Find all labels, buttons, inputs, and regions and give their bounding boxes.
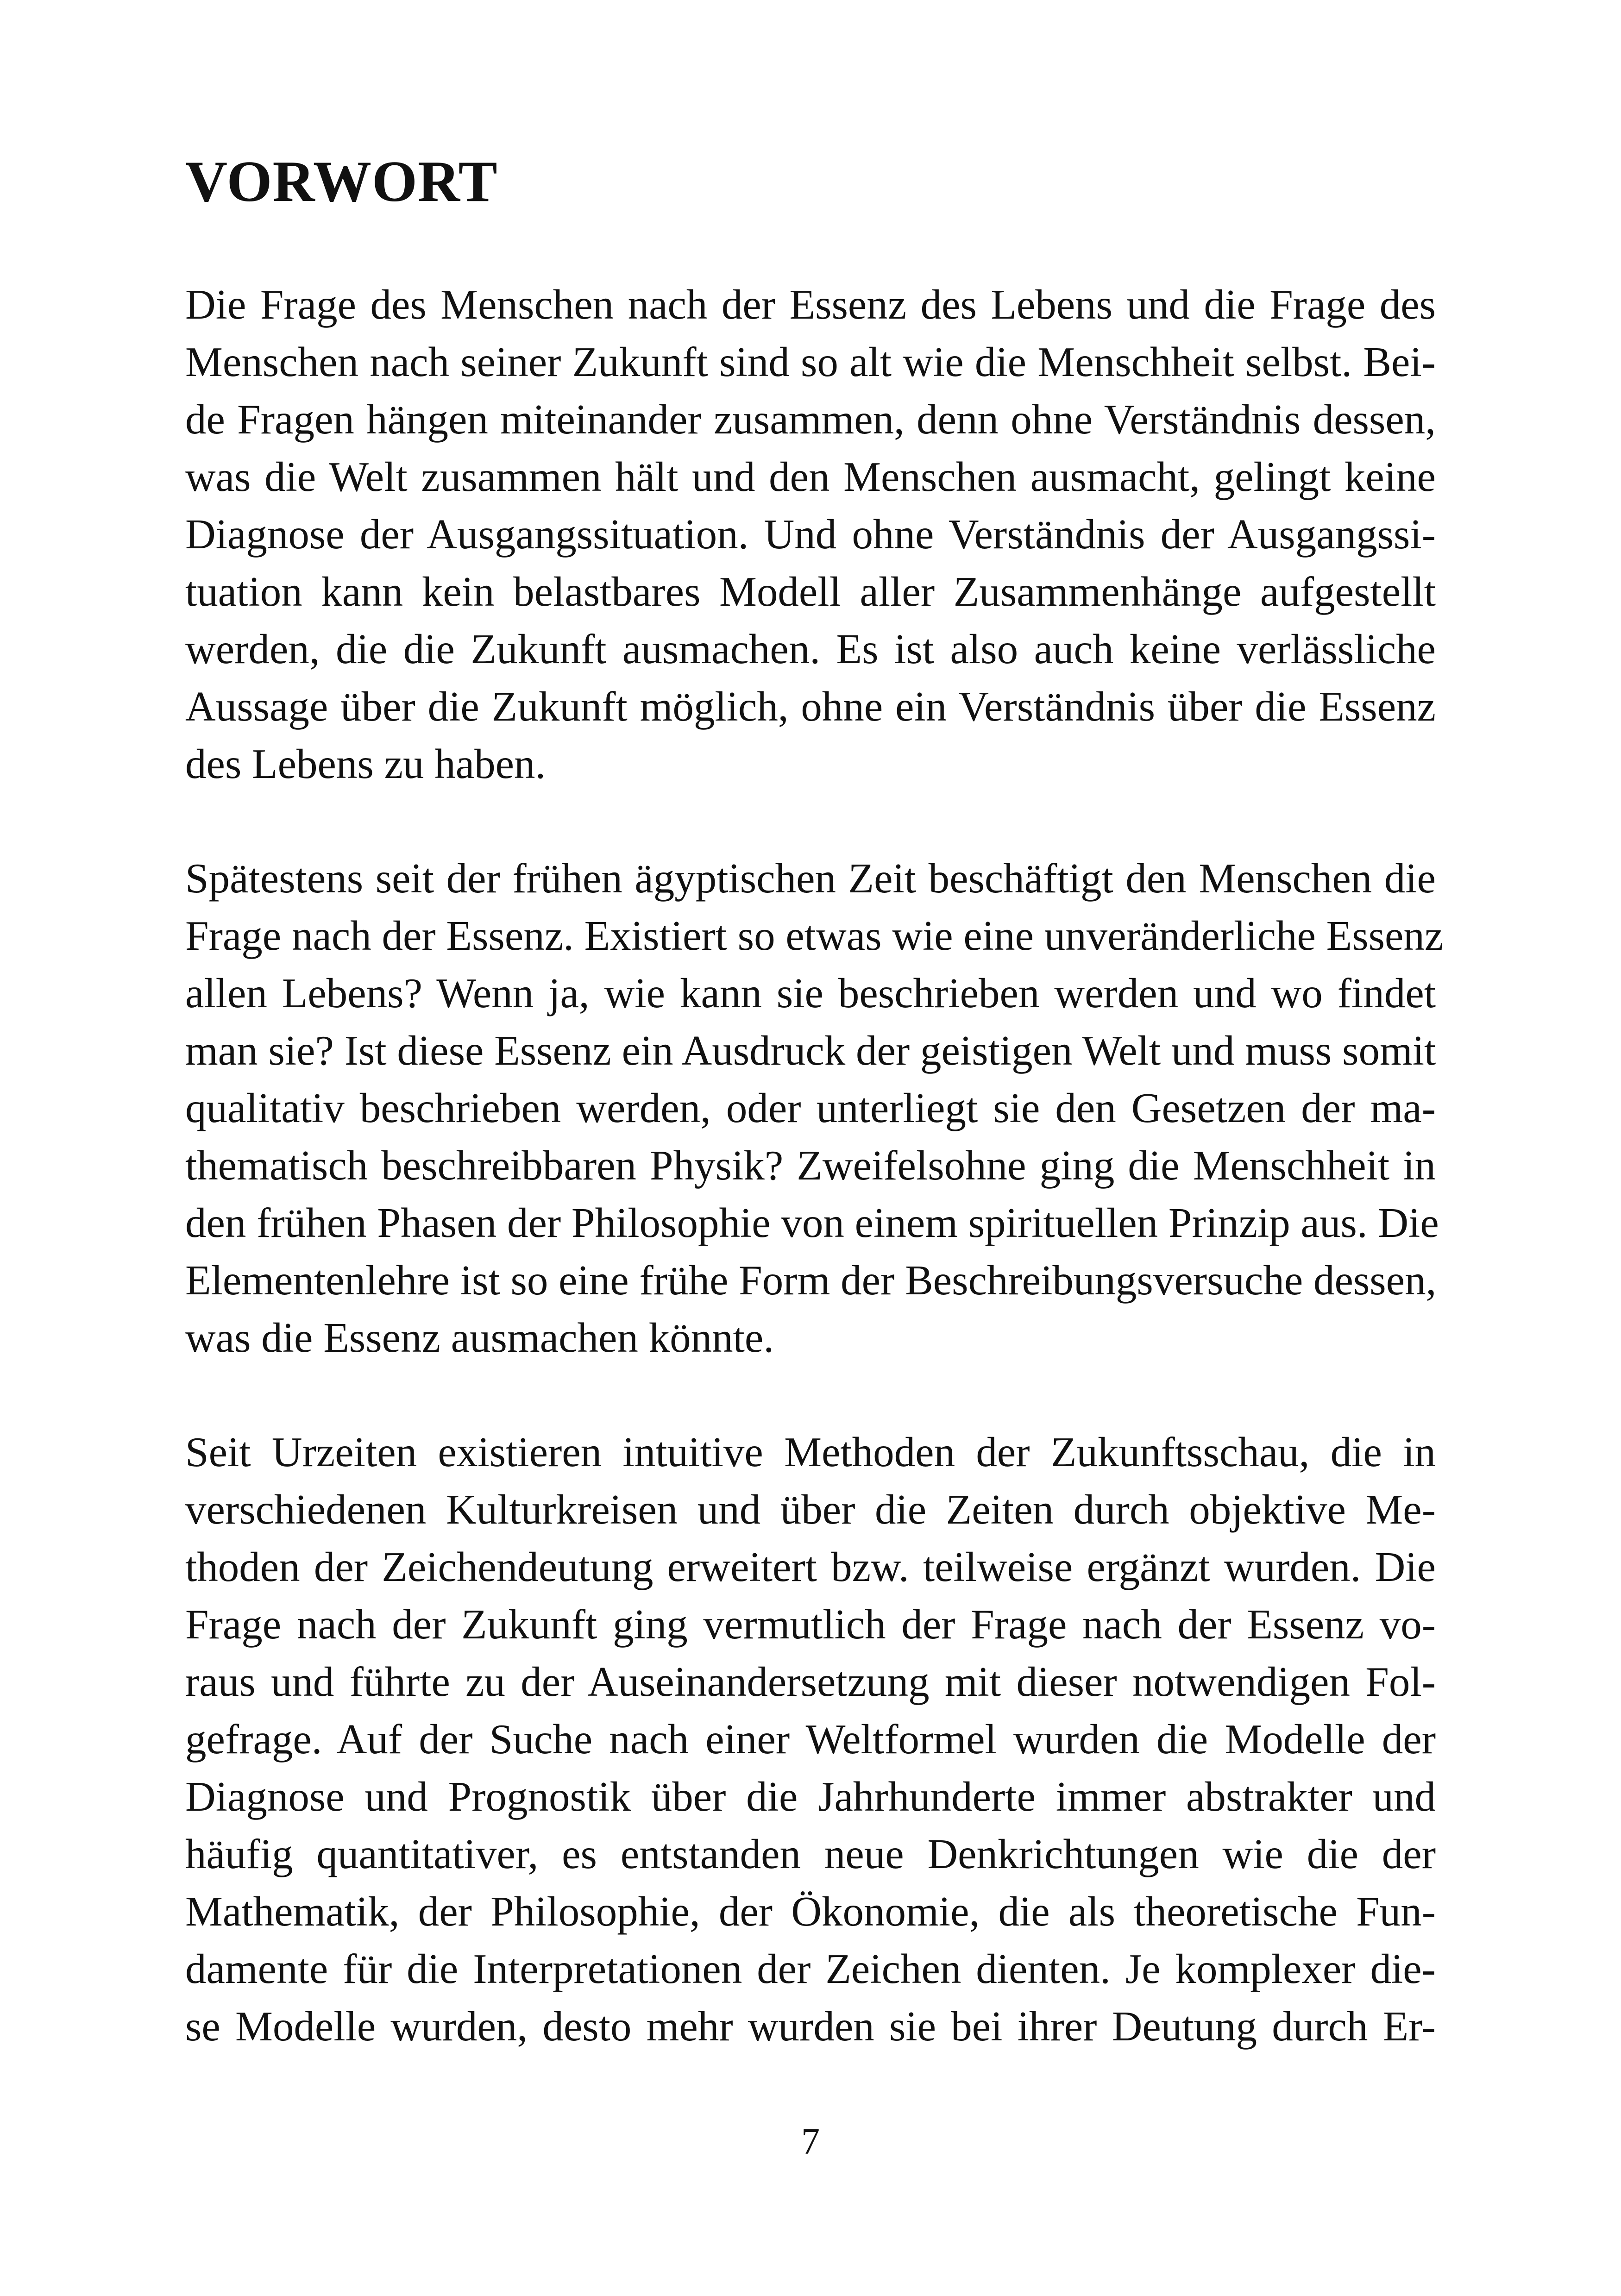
text-line: Menschen nach seiner Zukunft sind so alt wie die Menschheit selbst. Bei- xyxy=(185,339,1436,385)
text-line: was die Welt zusammen hält und den Menschen ausmacht, gelingt keine xyxy=(185,453,1436,500)
text-line: Die Frage des Menschen nach der Essenz des Lebens und die Frage des xyxy=(185,281,1436,328)
text-line: des Lebens zu haben. xyxy=(185,740,546,787)
text-line: Frage nach der Zukunft ging vermutlich der Frage nach der Essenz vo- xyxy=(185,1601,1436,1648)
text-line: damente für die Interpretationen der Zeichen dienten. Je komplexer die- xyxy=(185,1945,1436,1992)
text-line: den frühen Phasen der Philosophie von einem spirituellen Prinzip aus. Die xyxy=(185,1199,1439,1246)
text-line: was die Essenz ausmachen könnte. xyxy=(185,1314,774,1361)
text-line: tuation kann kein belastbares Modell aller Zusammenhänge aufgestellt xyxy=(185,568,1436,615)
text-line: de Fragen hängen miteinander zusammen, denn ohne Verständnis dessen, xyxy=(185,396,1436,443)
text-line: Frage nach der Essenz. Existiert so etwas wie eine unveränderliche Essenz xyxy=(185,912,1444,959)
text-line: raus und führte zu der Auseinandersetzung mit dieser notwendigen Fol- xyxy=(185,1658,1436,1705)
chapter-heading: VORWORT xyxy=(185,150,498,214)
text-line: Spätestens seit der frühen ägyptischen Zeit beschäftigt den Menschen die xyxy=(185,855,1436,902)
paragraph-1 xyxy=(185,276,1436,793)
text-line: Diagnose der Ausgangssituation. Und ohne Verständnis der Ausgangssi- xyxy=(185,511,1436,558)
text-line: allen Lebens? Wenn ja, wie kann sie beschrieben werden und wo findet xyxy=(185,970,1436,1016)
text-line: thoden der Zeichendeutung erweitert bzw. teilweise ergänzt wurden. Die xyxy=(185,1543,1436,1590)
text-line: häufig quantitativer, es entstanden neue Denkrichtungen wie die der xyxy=(185,1831,1436,1877)
text-line: Elementenlehre ist so eine frühe Form der Beschreibungsversuche dessen, xyxy=(185,1257,1437,1304)
text-line: Mathematik, der Philosophie, der Ökonomie, die als theoretische Fun- xyxy=(185,1888,1436,1935)
text-line: Seit Urzeiten existieren intuitive Methoden der Zukunftsschau, die in xyxy=(185,1429,1436,1475)
text-line: se Modelle wurden, desto mehr wurden sie bei ihrer Deutung durch Er- xyxy=(185,2003,1436,2050)
text-line: Aussage über die Zukunft möglich, ohne ein Verständnis über die Essenz xyxy=(185,683,1436,730)
text-line: qualitativ beschrieben werden, oder unterliegt sie den Gesetzen der ma- xyxy=(185,1085,1436,1131)
text-line: Diagnose und Prognostik über die Jahrhunderte immer abstrakter und xyxy=(185,1773,1436,1820)
page-number: 7 xyxy=(801,2121,820,2162)
text-line: man sie? Ist diese Essenz ein Ausdruck der geistigen Welt und muss somit xyxy=(185,1027,1436,1074)
text-line: verschiedenen Kulturkreisen und über die Zeiten durch objektive Me- xyxy=(185,1486,1436,1533)
paragraph-2 xyxy=(185,850,1444,1367)
text-line: werden, die die Zukunft ausmachen. Es ist also auch keine verlässliche xyxy=(185,626,1436,672)
paragraph-3 xyxy=(185,1424,1436,2055)
text-line: gefrage. Auf der Suche nach einer Weltformel wurden die Modelle der xyxy=(185,1716,1436,1763)
text-line: thematisch beschreibbaren Physik? Zweifelsohne ging die Menschheit in xyxy=(185,1142,1436,1189)
